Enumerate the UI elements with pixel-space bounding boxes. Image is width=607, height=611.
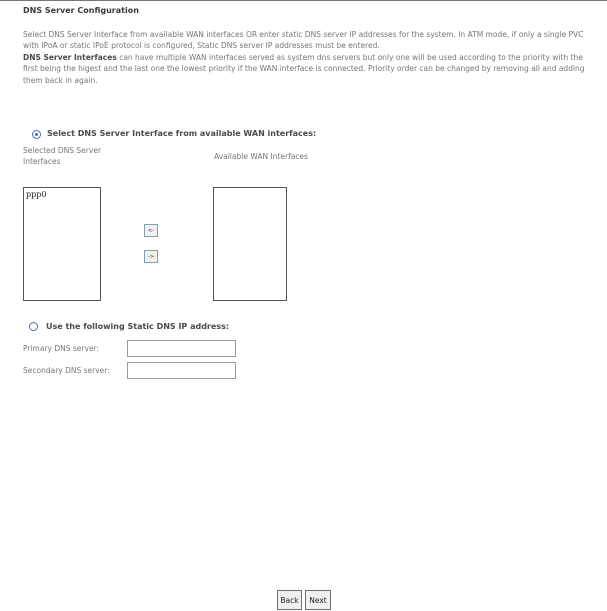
list-item[interactable]: ppp0 [26, 190, 47, 199]
back-button[interactable]: Back [277, 590, 302, 610]
description-paragraph-2-text: can have multiple WAN interfaces served as system dns servers but only one will be used according to the priority with the first being the higest and the last one the lowest priority if the WAN interface is connected. Priority order can be changed by removing all and adding them back in again. [23, 52, 585, 85]
next-button[interactable]: Next [305, 590, 331, 610]
interface-section-label: Select DNS Server Interface from available WAN interfaces: [47, 129, 317, 138]
top-divider [0, 0, 607, 1]
description [23, 29, 595, 86]
interface-radio[interactable] [32, 130, 41, 139]
primary-dns-label: Primary DNS server: [23, 344, 100, 353]
move-left-button[interactable]: <- [144, 224, 158, 237]
available-interfaces-listbox[interactable] [213, 187, 287, 301]
static-section-label: Use the following Static DNS IP address: [46, 322, 230, 331]
description-paragraph-2 [23, 52, 595, 86]
static-dns-radio[interactable] [29, 322, 38, 331]
description-bold-term: DNS Server Interfaces [23, 52, 117, 62]
page-title: DNS Server Configuration [23, 6, 139, 15]
selected-interfaces-label: Selected DNS Server Interfaces [23, 146, 102, 166]
primary-dns-input[interactable] [127, 340, 236, 357]
secondary-dns-input[interactable] [127, 362, 236, 379]
secondary-dns-label: Secondary DNS server: [23, 366, 110, 375]
available-interfaces-label: Available WAN Interfaces [214, 152, 308, 161]
selected-interfaces-listbox[interactable] [23, 187, 101, 301]
description-paragraph-1: Select DNS Server Interface from available WAN interfaces OR enter static DNS server IP addresses for the system. In ATM mode, if only a single PVC with IPoA or static IPoE protocol is configured, Static DNS server IP addresses must be entered. [23, 30, 584, 51]
move-right-button[interactable]: -> [144, 250, 158, 263]
